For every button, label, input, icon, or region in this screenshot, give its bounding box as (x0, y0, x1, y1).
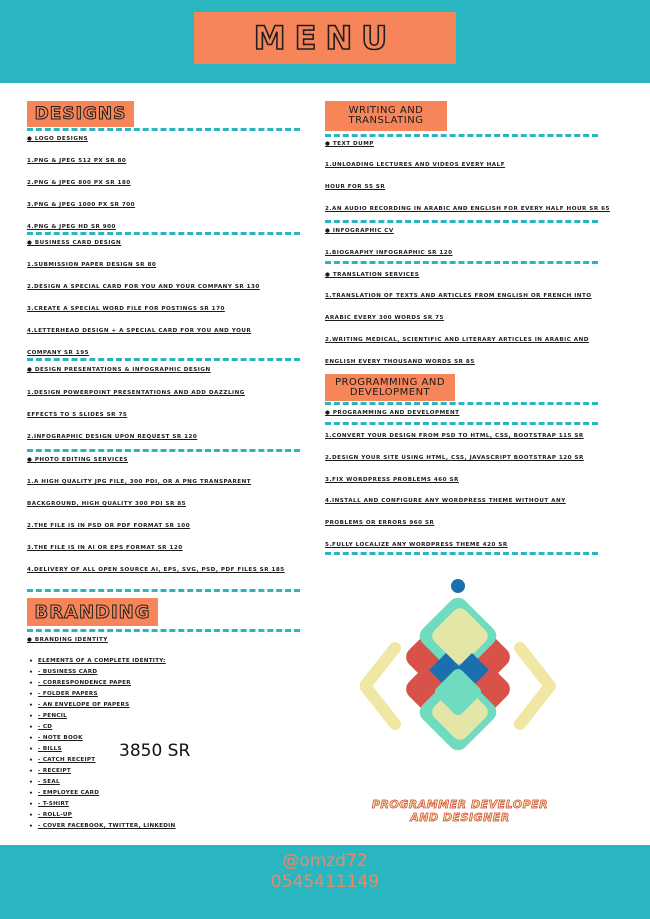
divider (27, 128, 300, 131)
branding-identity-title: ● BRANDING IDENTITY (27, 637, 108, 643)
designs-heading: DESIGNS (34, 104, 127, 124)
branding-item: • - BILLS (38, 746, 62, 752)
photo-item-1: 1.A HIGH QUALITY JPG FILE, 300 PDI, OR A PNG TRANSPARENT (27, 479, 252, 485)
presentations-title: ● DESIGN PRESENTATIONS & INFOGRAPHIC DESIGN (27, 367, 211, 373)
logo-diamond-icon (360, 578, 560, 778)
branding-item: • ELEMENTS OF A COMPLETE IDENTITY: (38, 658, 166, 664)
divider (325, 134, 598, 137)
text-dump-item-1-cont: HOUR FOR 55 SR (325, 184, 386, 190)
branding-item: • - T-SHIRT (38, 801, 69, 807)
designs-heading-box (27, 101, 134, 127)
business-item-4: 4.LETTERHEAD DESIGN + A SPECIAL CARD FOR YOU AND YOUR (27, 328, 252, 334)
divider (27, 449, 300, 452)
logo-item-4: 4.PNG & JPEG HD SR 900 (27, 224, 116, 230)
presentations-item-1-cont: EFFECTS TO 5 SLIDES SR 75 (27, 412, 128, 418)
divider (27, 629, 300, 632)
menu-title-box (194, 12, 456, 64)
logo-tagline: PROGRAMMER DEVELOPER AND DESIGNER (371, 798, 549, 824)
branding-item: • - NOTE BOOK (38, 735, 83, 741)
divider (325, 261, 598, 264)
text-dump-item-1: 1.UNLOADING LECTURES AND VIDEOS EVERY HALF (325, 162, 506, 168)
programming-item-3: 3.FIX WORDPRESS PROBLEMS 460 SR (325, 477, 459, 483)
programming-title: ● PROGRAMMING AND DEVELOPMENT (325, 410, 460, 416)
divider (27, 232, 300, 235)
divider (27, 589, 300, 592)
text-dump-title: ● TEXT DUMP (325, 141, 374, 147)
branding-item: • - ROLL-UP (38, 812, 72, 818)
translation-item-2-cont: ENGLISH EVERY THOUSAND WORDS SR 85 (325, 359, 475, 365)
programming-item-5: 5.FULLY LOCALIZE ANY WORDPRESS THEME 420 SR (325, 542, 508, 548)
business-item-4-cont: COMPANY SR 195 (27, 350, 89, 356)
business-item-1: 1.SUBMISSION PAPER DESIGN SR 80 (27, 262, 157, 268)
photo-item-1-cont: BACKGROUND, HIGH QUALITY 300 PDI SR 85 (27, 501, 186, 507)
branding-item: • - EMPLOYEE CARD (38, 790, 99, 796)
branding-item: • - RECEIPT (38, 768, 71, 774)
branding-item: • - CORRESPONDENCE PAPER (38, 680, 131, 686)
branding-item: • - PENCIL (38, 713, 67, 719)
divider (325, 552, 598, 555)
branding-item: • - SEAL (38, 779, 60, 785)
branding-item: • - FOLDER PAPERS (38, 691, 98, 697)
translation-item-1: 1.TRANSLATION OF TEXTS AND ARTICLES FROM ENGLISH OR FRENCH INTO (325, 293, 592, 299)
branding-heading: BRANDING (34, 601, 151, 623)
divider (325, 220, 598, 223)
translation-title: ● TRANSLATION SERVICES (325, 272, 420, 278)
photo-editing-title: ● PHOTO EDITING SERVICES (27, 457, 129, 463)
logo-designs-title: ● LOGO DESIGNS (27, 136, 89, 142)
divider (325, 402, 598, 405)
divider (27, 358, 300, 361)
programming-item-1: 1.CONVERT YOUR DESIGN FROM PSD TO HTML, CSS, BOOTSTRAP 115 SR (325, 433, 584, 439)
photo-item-2: 2.THE FILE IS IN PSD OR PDF FORMAT SR 100 (27, 523, 191, 529)
contact-phone: 0545411149 (270, 872, 380, 892)
presentations-item-1: 1.DESIGN POWERPOINT PRESENTATIONS AND ADD DAZZLING (27, 390, 245, 396)
writing-heading: WRITING AND TRANSLATING (348, 105, 424, 126)
divider (325, 422, 598, 425)
photo-item-3: 3.THE FILE IS IN AI OR EPS FORMAT SR 120 (27, 545, 183, 551)
brand-logo (360, 578, 560, 778)
branding-heading-box (27, 598, 158, 626)
programming-item-2: 2.DESIGN YOUR SITE USING HTML, CSS, JAVASCRIPT BOOTSTRAP 120 SR (325, 455, 584, 461)
writing-heading-box (325, 101, 447, 131)
programming-heading-box (325, 374, 455, 401)
programming-heading: PROGRAMMING AND DEVELOPMENT (334, 376, 446, 398)
programming-item-4-cont: PROBLEMS OR ERRORS 960 SR (325, 520, 435, 526)
text-dump-item-2: 2.AN AUDIO RECORDING IN ARABIC AND ENGLISH FOR EVERY HALF HOUR SR 65 (325, 206, 610, 212)
branding-item: • - CD (38, 724, 52, 730)
logo-item-1: 1.PNG & JPEG 512 PX SR 80 (27, 158, 127, 164)
branding-item: • - COVER FACEBOOK, TWITTER, LINKEDIN (38, 823, 176, 829)
contact-handle: @omzd72 (282, 851, 368, 871)
branding-item: • - CATCH RECEIPT (38, 757, 95, 763)
menu-title: MENU (253, 19, 397, 57)
business-item-2: 2.DESIGN A SPECIAL CARD FOR YOU AND YOUR COMPANY SR 130 (27, 284, 260, 290)
infographic-cv-title: ● INFOGRAPHIC CV (325, 228, 394, 234)
translation-item-1-cont: ARABIC EVERY 300 WORDS SR 75 (325, 315, 444, 321)
business-item-3: 3.CREATE A SPECIAL WORD FILE FOR POSTINGS SR 170 (27, 306, 225, 312)
programming-item-4: 4.INSTALL AND CONFIGURE ANY WORDPRESS THEME WITHOUT ANY (325, 498, 566, 504)
logo-item-3: 3.PNG & JPEG 1000 PX SR 700 (27, 202, 136, 208)
branding-price: 3850 SR (119, 741, 191, 761)
business-card-title: ● BUSINESS CARD DESIGN (27, 240, 122, 246)
photo-item-4: 4.DELIVERY OF ALL OPEN SOURCE AI, EPS, SVG, PSD, PDF FILES SR 185 (27, 567, 285, 573)
logo-item-2: 2.PNG & JPEG 800 PX SR 180 (27, 180, 131, 186)
presentations-item-2: 2.INFOGRAPHIC DESIGN UPON REQUEST SR 120 (27, 434, 198, 440)
infographic-cv-item-1: 1.BIOGRAPHY INFOGRAPHIC SR 120 (325, 250, 453, 256)
branding-item: • - AN ENVELOPE OF PAPERS (38, 702, 129, 708)
branding-item: • - BUSINESS CARD (38, 669, 97, 675)
translation-item-2: 2.WRITING MEDICAL, SCIENTIFIC AND LITERARY ARTICLES IN ARABIC AND (325, 337, 589, 343)
